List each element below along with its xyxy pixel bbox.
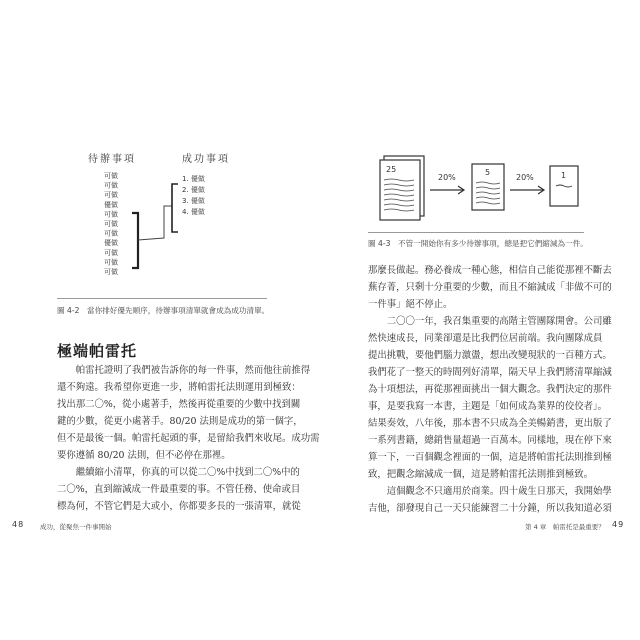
figure-connector-line [138, 206, 172, 240]
figure-todo-item: 可做 [104, 229, 118, 238]
right-body-text [368, 262, 612, 517]
figure-success-item: 3. 優做 [182, 197, 205, 205]
paragraph-line: 一件事」絕不停止。 [368, 299, 453, 310]
right-folio: 第 4 章 帕雷托是最重要？ [525, 523, 605, 531]
figure-box-number: 25 [386, 165, 397, 174]
figure-todo-title: 待辦事項 [88, 154, 136, 165]
figure-success-item: 4. 優做 [182, 208, 205, 216]
figure-todo-item: 可做 [104, 220, 118, 228]
paragraph-line: 提出挑戰，要他們腦力激盪，想出改變現狀的一百種方式。 [368, 350, 612, 361]
figure-todo-item: 優做 [104, 239, 118, 248]
figure-4-2-caption: 圖 4-2 當你排好優先順序，待辦事項清單就會成為成功清單。 [57, 306, 270, 315]
figure-success-title: 成功事項 [182, 154, 230, 165]
paragraph-line: 繼續縮小清單，你真的可以從二〇%中找到二〇%中的 [75, 467, 300, 478]
paragraph-line: 那麼長做起。務必養成一種心態，相信自己能從那裡不斷去 [368, 265, 612, 276]
paragraph-line: 算一下，一百個觀念裡面的一個，這是將帕雷托法則推到極 [368, 452, 612, 463]
figure-todo-item: 可做 [104, 191, 118, 200]
paragraph-line: 二〇〇一年，我召集重要的高階主管團隊開會。公司雖 [386, 316, 612, 327]
figure-box-number: 1 [561, 171, 567, 180]
paragraph-line: 要你遵循 80/20 法則，但不必停在那裡。 [57, 450, 231, 461]
figure-box-5 [472, 164, 504, 210]
left-body-text [57, 362, 320, 515]
paragraph-line: 找出那二〇%，從小處著手，然後再從重要的少數中找到關 [57, 399, 301, 410]
paragraph-line: 一系列書籍，總銷售量超過一百萬本。同樣地，現在停下來 [368, 435, 612, 446]
paragraph-line: 吉他，卻發現自己一天只能練習二十分鐘，所以我知道必須 [368, 503, 612, 514]
figure-4-2-rule [57, 298, 267, 299]
section-heading: 極端帕雷托 [57, 342, 138, 360]
figure-todo-item: 優做 [104, 200, 118, 209]
figure-todo-item: 可做 [104, 248, 118, 257]
paragraph-line: 然快速成長，同業卻還是比我們位居前端。我向團隊成員 [368, 333, 603, 344]
arrow-icon [430, 186, 464, 194]
paragraph-line: 致，把觀念縮減成一個，這是將帕雷托法則推到極致。 [368, 469, 594, 480]
paragraph-line: 蕪存菁，只剩十分重要的少數，而且不縮減成「非做不可的 [368, 282, 612, 293]
paragraph-line: 帕雷托證明了我們被告訴你的每一件事，然而他往前推得 [75, 365, 311, 376]
figure-success-list [182, 174, 205, 216]
paragraph-line: 事，是要我寫一本書，主題是「如何成為業界的佼佼者」。 [368, 401, 608, 412]
right-page-number: 49 [612, 520, 625, 529]
paragraph-line: 鍵的少數，從更小處著手。80/20 法則是成功的第一個字， [57, 416, 303, 427]
paragraph-line: 我們花了一整天的時間列好清單，隔天早上我們將清單縮減 [368, 367, 612, 378]
figure-todo-item: 可做 [104, 172, 118, 180]
paragraph-line: 這個觀念不只適用於商業。四十歲生日那天，我開始學 [386, 486, 612, 497]
figure-box-number: 5 [485, 168, 491, 177]
figure-todo-item: 可做 [104, 210, 118, 219]
figure-4-3-caption: 圖 4-3 不管一開始你有多少待辦事項，總是把它們縮減為一件。 [368, 239, 588, 248]
figure-box-1 [550, 166, 578, 206]
figure-box-25 [380, 156, 424, 220]
figure-arrow-label: 20% [516, 173, 534, 182]
figure-success-item: 2. 優做 [182, 186, 205, 194]
paragraph-line: 結果奏效，八年後，那本書不只成為全美暢銷書，更出版了 [368, 418, 612, 429]
figure-arrow-label: 20% [438, 173, 456, 182]
left-folio: 成功，從聚焦一件事開始 [40, 523, 112, 531]
paragraph-line: 為十項想法，再從那裡面挑出一個大觀念。我們決定的那件 [368, 384, 612, 395]
paragraph-line: 標為何，不管它們是大或小，你都要多長的一張清單，就從 [57, 501, 301, 512]
figure-todo-item: 可做 [104, 268, 118, 276]
arrow-icon [510, 186, 544, 194]
figure-4-3 [350, 150, 600, 230]
figure-4-3-rule [368, 232, 584, 233]
paragraph-line: 還不夠遠。我希望你更進一步，將帕雷托法則運用到極致： [57, 382, 301, 393]
paragraph-line: 但不是最後一個。帕雷托起頭的事，是留給我們來收尾。成功需 [57, 433, 320, 444]
paragraph-line: 二〇%，直到縮減成一件最重要的事。不管任務、使命或目 [57, 484, 301, 495]
figure-bracket-left [132, 213, 138, 268]
figure-bracket-right [172, 184, 178, 232]
figure-4-2 [86, 150, 256, 290]
right-page [320, 0, 640, 640]
figure-success-item: 1. 優做 [182, 175, 205, 183]
left-page-number: 48 [12, 520, 25, 529]
figure-todo-list [104, 171, 118, 276]
figure-todo-item: 可做 [104, 181, 118, 190]
figure-todo-item: 可做 [104, 258, 118, 267]
